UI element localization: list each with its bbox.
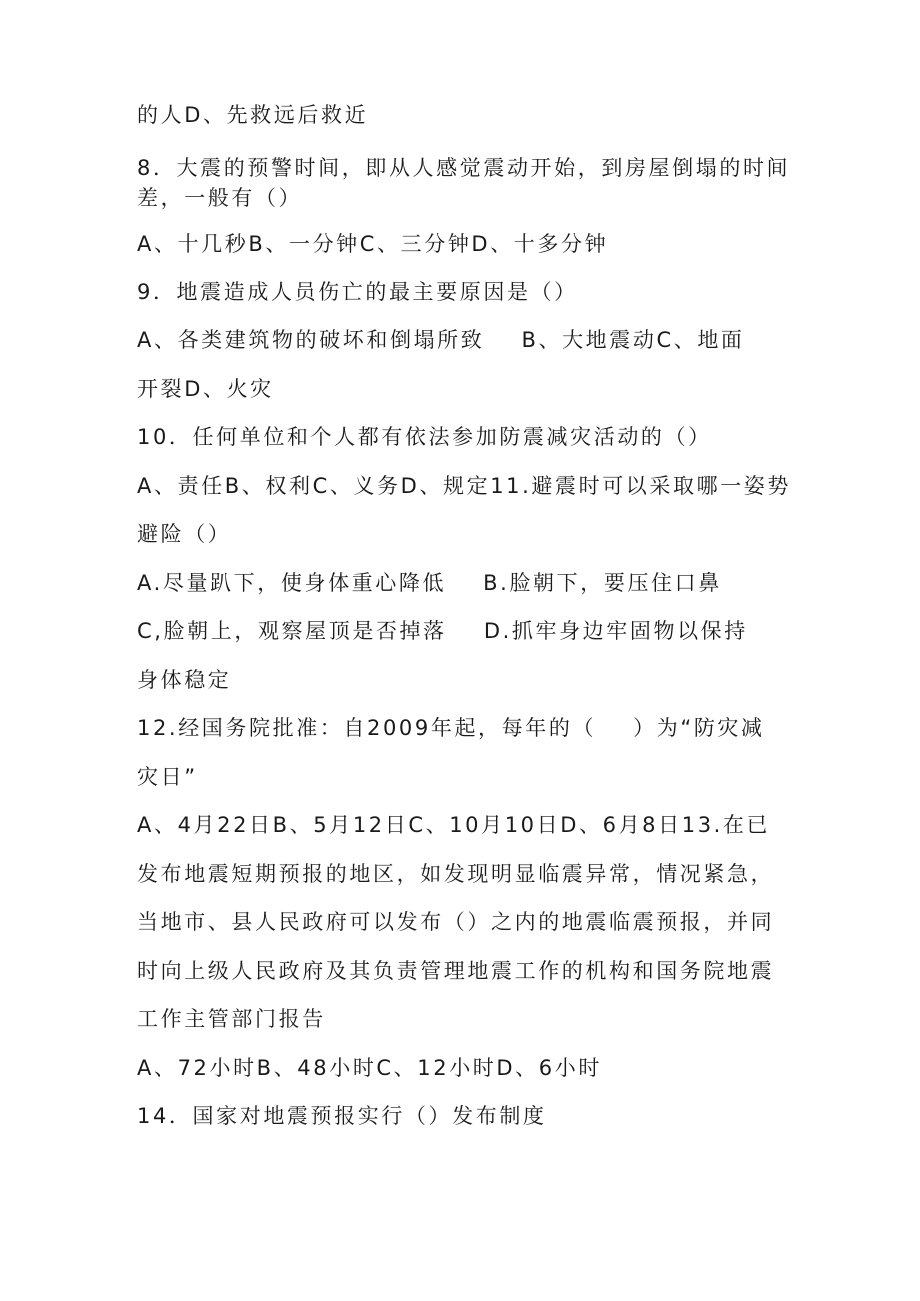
question-13-stem-cont-2: 当地市、县人民政府可以发布（）之内的地震临震预报，并同: [137, 910, 775, 934]
question-13-stem-cont-3: 时向上级人民政府及其负责管理地震工作的机构和国务院地震: [137, 959, 775, 983]
question-8-stem: 8．大震的预警时间，即从人感觉震动开始，到房屋倒塌的时间: [137, 156, 791, 180]
question-12-options-question-13-stem: A、4月22日B、5月12日C、10月10日D、6月8日13.在已: [137, 813, 771, 837]
question-13-stem-cont-1: 发布地震短期预报的地区，如发现明显临震异常，情况紧急，: [137, 862, 775, 886]
question-14-stem: 14．国家对地震预报实行（）发布制度: [137, 1104, 547, 1128]
text-line-1: 的人D、先救远后救近: [137, 103, 369, 127]
question-13-options: A、72小时B、48小时C、12小时D、6小时: [137, 1056, 602, 1080]
question-8-options: A、十几秒B、一分钟C、三分钟D、十多分钟: [137, 232, 609, 256]
question-13-stem-cont-4: 工作主管部门报告: [137, 1007, 326, 1031]
question-8-stem-cont: 差，一般有（）: [137, 186, 303, 210]
question-10-stem: 10．任何单位和个人都有依法参加防震减灾活动的（）: [137, 425, 712, 449]
question-12-stem: 12.经国务院批准：自2009年起，每年的（ ）为“防灾减: [137, 716, 765, 740]
question-11-options-ab: A.尽量趴下，使身体重心降低 B.脸朝下，要压住口鼻: [137, 571, 722, 595]
question-11-options-cont: 身体稳定: [137, 668, 232, 692]
question-11-stem-cont: 避险（）: [137, 522, 232, 546]
question-9-options: A、各类建筑物的破坏和倒塌所致 B、大地震动C、地面: [137, 328, 745, 352]
question-9-stem: 9．地震造成人员伤亡的最主要原因是（）: [137, 280, 578, 304]
question-9-options-cont: 开裂D、火灾: [137, 377, 274, 401]
question-11-options-cd: C,脸朝上，观察屋顶是否掉落 D.抓牢身边牢固物以保持: [137, 619, 748, 643]
question-12-stem-cont: 灾日”: [137, 765, 198, 789]
question-10-options-question-11-stem: A、责任B、权利C、义务D、规定11.避震时可以采取哪一姿势: [137, 474, 792, 498]
